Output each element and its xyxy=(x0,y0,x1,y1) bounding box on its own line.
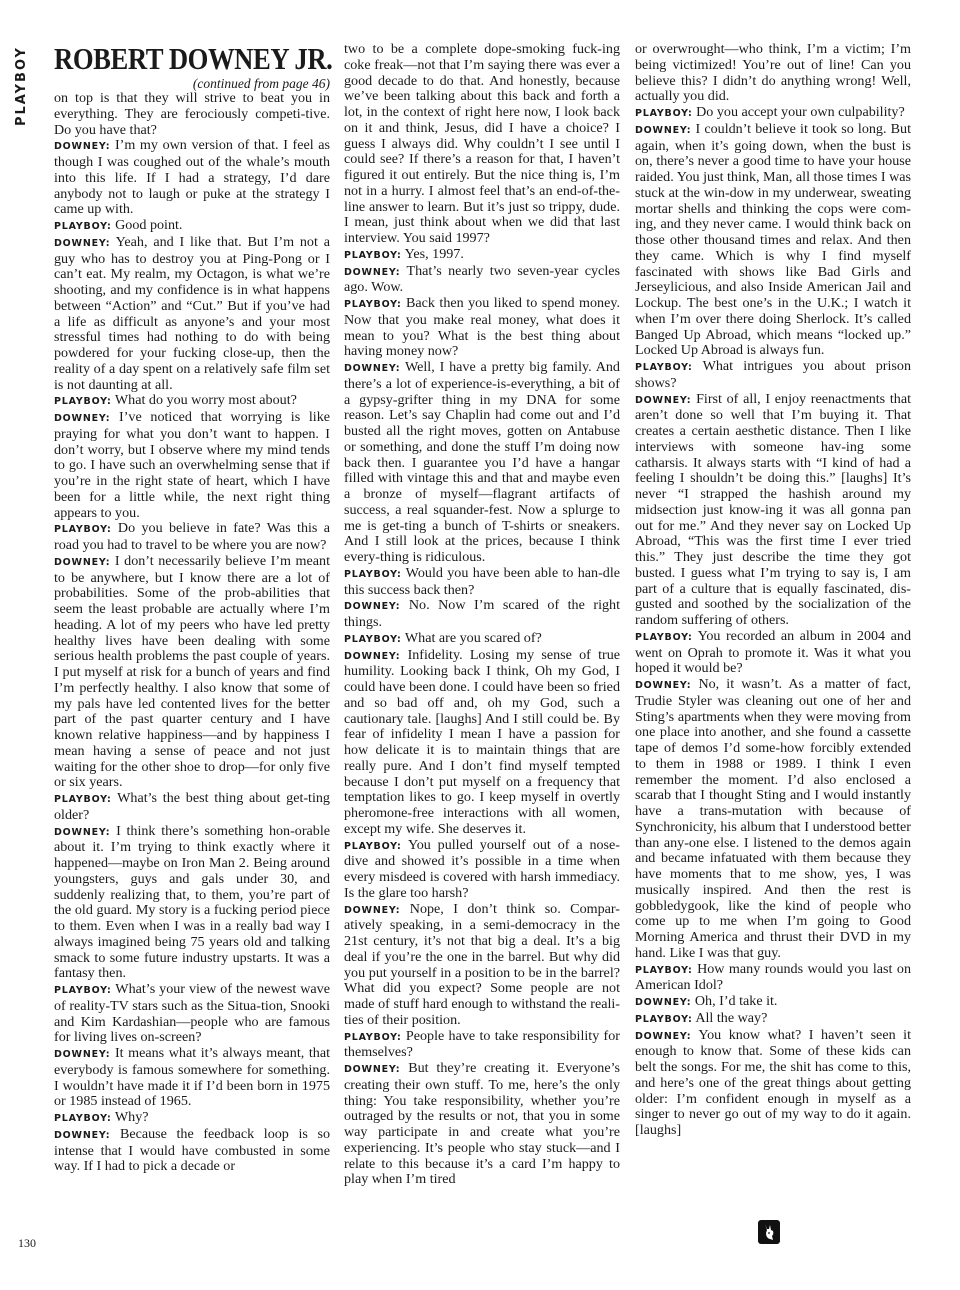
paragraph xyxy=(344,566,620,599)
paragraph-text: Do you accept your own culpability? xyxy=(696,104,905,120)
speaker-label: PLAYBOY: xyxy=(635,1013,693,1025)
paragraph xyxy=(54,554,330,791)
speaker-label: PLAYBOY: xyxy=(54,985,112,996)
paragraph xyxy=(344,838,620,902)
paragraph xyxy=(54,410,330,521)
paragraph-text: Yeah, and I like that. But I’m not a guy who has to destroy you at Ping-Pong or I can’t eat. My realm, my Octagon, is what we’re shooting, and my confidence is in what happens between “Action” and “Cut.” But if you’ve had a life as difficult as anyone’s and your most stressful times had nothing to do with being powdered for your fucking close-up, then the reality of a day spent on a relatively safe film set is not daunting at all. xyxy=(54,233,330,393)
speaker-label: PLAYBOY: xyxy=(635,362,693,373)
column-1-body xyxy=(54,91,330,1175)
paragraph-text: All the way? xyxy=(695,1009,768,1026)
paragraph xyxy=(344,296,620,360)
paragraph-text: Do you believe in fate? Was this a road you had to travel to be where you are now? xyxy=(54,520,330,553)
speaker-label: DOWNEY: xyxy=(344,904,401,916)
paragraph-text: You pulled yourself out of a nose-dive and showed it’s possible in a time when every misdeed is covered with harsh immediacy. Is the glare too harsh? xyxy=(344,836,620,901)
paragraph-text: on top is that they will strive to beat you in everything. They are ferociously competi-tive. Do you have that? xyxy=(54,90,330,138)
paragraph xyxy=(54,218,330,235)
column-3-body xyxy=(635,42,911,1139)
paragraph xyxy=(54,235,330,394)
paragraph-text: Back then you liked to spend money. Now that you make real money, what does it mean to you? What is the best thing about having money now? xyxy=(344,295,620,360)
paragraph xyxy=(635,1011,911,1028)
paragraph-text: No. Now I’m scared of the right things. xyxy=(344,597,620,630)
paragraph xyxy=(344,360,620,566)
paragraph xyxy=(54,1046,330,1110)
speaker-label: PLAYBOY: xyxy=(344,249,402,261)
paragraph xyxy=(635,677,911,962)
speaker-label: DOWNEY: xyxy=(344,363,401,374)
paragraph xyxy=(635,105,911,122)
speaker-label: DOWNEY: xyxy=(635,997,692,1008)
speaker-label: PLAYBOY: xyxy=(635,964,693,976)
paragraph xyxy=(54,982,330,1046)
paragraph-text: Nope, I don’t think so. Compar-atively speaking, in a semi-democracy in the 21st century, it’s not that big a deal. It’s a big deal if you’re the one in the barrel. But why did you put yourself in a position to be in the barrel? What did you expect? Some people are not made of stuff hard enough to withstand the reali-ties of their position. xyxy=(344,900,620,1028)
speaker-label: DOWNEY: xyxy=(54,556,111,568)
speaker-label: DOWNEY: xyxy=(54,1049,111,1060)
speaker-label: DOWNEY: xyxy=(344,650,401,662)
column-2-body xyxy=(344,42,620,1188)
paragraph-text: I’m my own version of that. I feel as though I was coughed out of the whale’s mouth into this life. If I had a strategy, I’d dare anybody not to laugh or puke at the strategy I came up with. xyxy=(54,137,330,218)
paragraph-text: What’s the best thing about get-ting older? xyxy=(54,790,330,823)
paragraph-text: You know what? I haven’t seen it enough to know that. Some of these kids can belt the songs. For me, the shit has come to this, and here’s one of the great things about getting older: I’m confident enough in myself as a singer to never go out of my way to do it again. [laughs] xyxy=(635,1026,911,1138)
paragraph xyxy=(54,393,330,410)
paragraph xyxy=(344,264,620,297)
paragraph-text: I’ve noticed that worrying is like praying for what you don’t want to happen. I don’t worry, but I observe where my mind tends to go. I have such an overwhelming sense that if you’re in the right state of heart, which I have been for a little while, the next right thing appears to you. xyxy=(54,409,331,521)
speaker-label: PLAYBOY: xyxy=(54,396,112,408)
paragraph xyxy=(635,629,911,677)
rabbit-head-icon xyxy=(758,1220,780,1244)
paragraph xyxy=(635,392,911,629)
paragraph-text: I couldn’t believe it took so long. But again, when it’s going down, when the bust is on, there’s never a good time to have your house raided. You just think, Man, all those times I was stuck at the win-dow in my underwear, sweating mortar shells and thinking the cops were com-ing, and they never came. I would think back on those other thousand times and relax. And then they came. Which is why I find myself fascinated with shows like Bad Girls and Jerseylicious, and also Inside American Jail and Lockup. The best one’s in the U.K.; I watch it when I’m over there doing Sherlock. It’s called Banged Up Abroad, which means “locked up.” Locked Up Abroad is always fun. xyxy=(635,120,911,359)
paragraph-text: Yes, 1997. xyxy=(404,245,464,262)
paragraph xyxy=(344,247,620,264)
paragraph-text: What are you scared of? xyxy=(404,629,542,646)
paragraph-text: I think there’s something hon-orable about it. I’m trying to think exactly where it happened—maybe on Iron Man 2. Being around youngsters, guys and gals under 30, and suddenly realizing that, to them, you’re part of the old guard. My story is a fucking period piece to them. Even when I was in a really bad way I always imagined being 75 years old and talking smack to some future industry upstarts. It was a fantasy then. xyxy=(54,822,330,982)
speaker-label: PLAYBOY: xyxy=(344,840,402,852)
paragraph-text: Would you have been able to han-dle this success back then? xyxy=(344,564,620,598)
paragraph-text: or overwrought—who think, I’m a victim; I’m being victimized! You’re out of line! Can you believe this? I didn’t do anything wrong! Well, actually you did. xyxy=(635,41,911,105)
paragraph xyxy=(54,791,330,824)
paragraph xyxy=(54,824,330,983)
paragraph xyxy=(344,598,620,631)
paragraph xyxy=(635,1028,911,1139)
speaker-label: PLAYBOY: xyxy=(344,1031,402,1043)
paragraph-text: Well, I have a pretty big family. And there’s a lot of experience-is-everything, a bit of a gypsy-grifter thing in my DNA for some reason. Let’s say Chaplin had come out and I’d busted all the right moves, gotten on Antabuse or something, and done the stuff I’m doing now back then. I guarantee you I’d have a hangar filled with vintage this and that and maybe even a bronze of myself—flagrant artifacts of success, a real squander-fest. Now a splurge to me is get-ting a bunch of T-shirts or sneakers. And I still look at the prices, because I think every-thing is ridiculous. xyxy=(344,359,620,565)
column-3 xyxy=(635,42,911,1139)
paragraph-text: Good point. xyxy=(115,217,183,233)
article-title: ROBERT DOWNEY JR. xyxy=(54,41,333,76)
speaker-label: PLAYBOY: xyxy=(344,299,402,310)
paragraph-text: But they’re creating it. Everyone’s creating their own stuff. To me, here’s the only thing: You take responsibility, whether you’re outraged by the results or not, that you in some way participate in and create what you’re experiencing. It’s people who stay stuck—and I relate to this because it’s a card I’m happy to play when I’m tired xyxy=(344,1060,620,1188)
speaker-label: DOWNEY: xyxy=(54,826,111,838)
speaker-label: DOWNEY: xyxy=(635,680,692,691)
paragraph-text: What’s your view of the newest wave of reality-TV stars such as the Situa-tion, Snooki and Kim Kardashian—people who are famous for living lives on-screen? xyxy=(54,981,330,1046)
speaker-label: PLAYBOY: xyxy=(344,633,402,645)
paragraph-text: You recorded an album in 2004 and went on Oprah to promote it. Was it what you hoped it would be? xyxy=(635,627,911,677)
paragraph xyxy=(344,42,620,247)
paragraph-text: How many rounds would you last on American Idol? xyxy=(635,960,912,994)
speaker-label: PLAYBOY: xyxy=(635,108,693,119)
paragraph-text: What intrigues you about prison shows? xyxy=(635,358,911,391)
speaker-label: DOWNEY: xyxy=(635,124,692,136)
paragraph xyxy=(54,1127,330,1175)
speaker-label: DOWNEY: xyxy=(54,413,111,424)
magazine-name: PLAYBOY xyxy=(14,46,29,126)
speaker-label: DOWNEY: xyxy=(344,601,401,613)
paragraph-text: It means what it’s always meant, that everybody is famous somewhere for something. I wouldn’t have made it if I’d been born in 1975 or 1985 instead of 1965. xyxy=(54,1045,330,1110)
paragraph xyxy=(344,1029,620,1062)
continued-note: (continued from page 46) xyxy=(192,76,330,91)
paragraph-text: No, it wasn’t. As a matter of fact, Trudie Styler was cleaning out one of her and Sting’s apartments when they were moving from one place into another, and she found a cassette tape of demos I’d some-how forcibly extended to them in 1988 or 1989. I think I even remember the moment. I’d also enclosed a scarab that I thought Sting and I would instantly have a trans-mutation with because of Synchronicity, his album that I understood better than any-one else. I listened to the demos again and became infatuated with them because they have moments that to me show, yes, I was musically inspired. And then the rest is gobbledygook, like the kind of people who come up to me when I’m going to Good Morning America and thrust their DVD in my hand. Like I was that guy. xyxy=(635,676,911,961)
paragraph xyxy=(54,138,330,218)
speaker-label: PLAYBOY: xyxy=(54,794,112,805)
speaker-label: DOWNEY: xyxy=(54,237,111,249)
paragraph xyxy=(344,648,620,838)
paragraph-text: That’s nearly two seven-year cycles ago. Wow. xyxy=(344,262,620,296)
column-2 xyxy=(344,42,620,1188)
page-number: 130 xyxy=(18,1236,36,1250)
speaker-label: PLAYBOY: xyxy=(54,221,112,232)
column-1 xyxy=(54,41,333,1175)
paragraph-text: First of all, I enjoy reenactments that aren’t done so well that I’m buying it. That creates a certain aesthetic distance. Then I like interviews with someone hav-ing some catharsis. It always starts with “I kind of had a feeling I shouldn’t be doing this.” [laughs] It’s never “I strapped the hashish around my midsection just know-ing it was all gonna pan out for me.” And they never say on Locked Up Abroad, “This was the first time I ever tried this.” They just describe the time they got busted. I guess what I’m trying to say is, I am part of a culture that is equally fascinated, dis-gusted and soothed by the socialization of the random suffering of others. xyxy=(635,390,911,628)
speaker-label: PLAYBOY: xyxy=(54,524,112,536)
paragraph-text: Infidelity. Losing my sense of true humility. Looking back I think, Oh my God, I could have been done. I could have been so fried and so bad off and, oh my God, such a cautionary tale. [laughs] And I still could be. By fear of infidelity I mean I have a passion for how delicate it is to maintain things that are really pure. And I don’t find myself tempted because I don’t put myself on a frequency that temptation likes to go. I keep myself in overtly pheromone-free interactions with all women, except my wife. She deserves it. xyxy=(344,646,620,837)
paragraph xyxy=(54,521,330,554)
paragraph-text: I don’t necessarily believe I’m meant to be anywhere, but I know there are a lot of probabilities. Some of the prob-abilities that seem the least probable are actually where I’m heading. A lot of my peers who have led pretty healthy lives have been dealing with some serious health problems the past couple of years. I put myself at risk for a bunch of years and find I’m perfectly healthy. I also know that some of my pals have led contented lives for the better part of the past quarter century and I have known relative happiness—and by happiness I mean having a sense of peace and not just waiting for the other shoe to drop—for only five or six years. xyxy=(54,552,330,791)
paragraph xyxy=(635,359,911,392)
speaker-label: DOWNEY: xyxy=(635,394,692,406)
speaker-label: DOWNEY: xyxy=(635,1030,692,1042)
paragraph xyxy=(54,1110,330,1127)
paragraph xyxy=(344,902,620,1029)
paragraph xyxy=(635,122,911,359)
speaker-label: DOWNEY: xyxy=(344,266,401,278)
paragraph-text: Why? xyxy=(114,1109,149,1125)
paragraph xyxy=(54,91,330,138)
speaker-label: DOWNEY: xyxy=(344,1064,401,1075)
paragraph-text: Oh, I’d take it. xyxy=(694,993,778,1009)
paragraph xyxy=(635,962,911,995)
speaker-label: DOWNEY: xyxy=(54,1129,111,1141)
paragraph-text: People have to take responsibility for themselves? xyxy=(344,1027,620,1061)
speaker-label: PLAYBOY: xyxy=(635,631,693,643)
paragraph xyxy=(635,994,911,1011)
speaker-label: PLAYBOY: xyxy=(54,1113,112,1124)
paragraph-text: What do you worry most about? xyxy=(114,392,297,409)
paragraph xyxy=(344,631,620,648)
paragraph-text: Because the feedback loop is so intense that I would have combusted in some way. If I had to pick a decade or xyxy=(54,1125,330,1175)
paragraph-text: two to be a complete dope-smoking fuck-ing coke freak—not that I’m saying there was ever a good decade to do that. And honestly, because we’ve been talking about this back and forth a lot, in the context of right here now, I look back on it and think, Jesus, did I have a choice? I guess I always did. Why couldn’t I see until I could see? If there’s a reason for that, I haven’t figured it out entirely. But the nice thing is, I’m not in a hurry. I almost feel that’s an end-of-the-line answer to learn. But it’s just so trippy, dude. I mean, just think about when we did that last interview. You said 1997? xyxy=(344,41,620,246)
speaker-label: DOWNEY: xyxy=(54,141,111,153)
paragraph xyxy=(344,1061,620,1188)
speaker-label: PLAYBOY: xyxy=(344,568,402,580)
paragraph xyxy=(635,42,911,105)
